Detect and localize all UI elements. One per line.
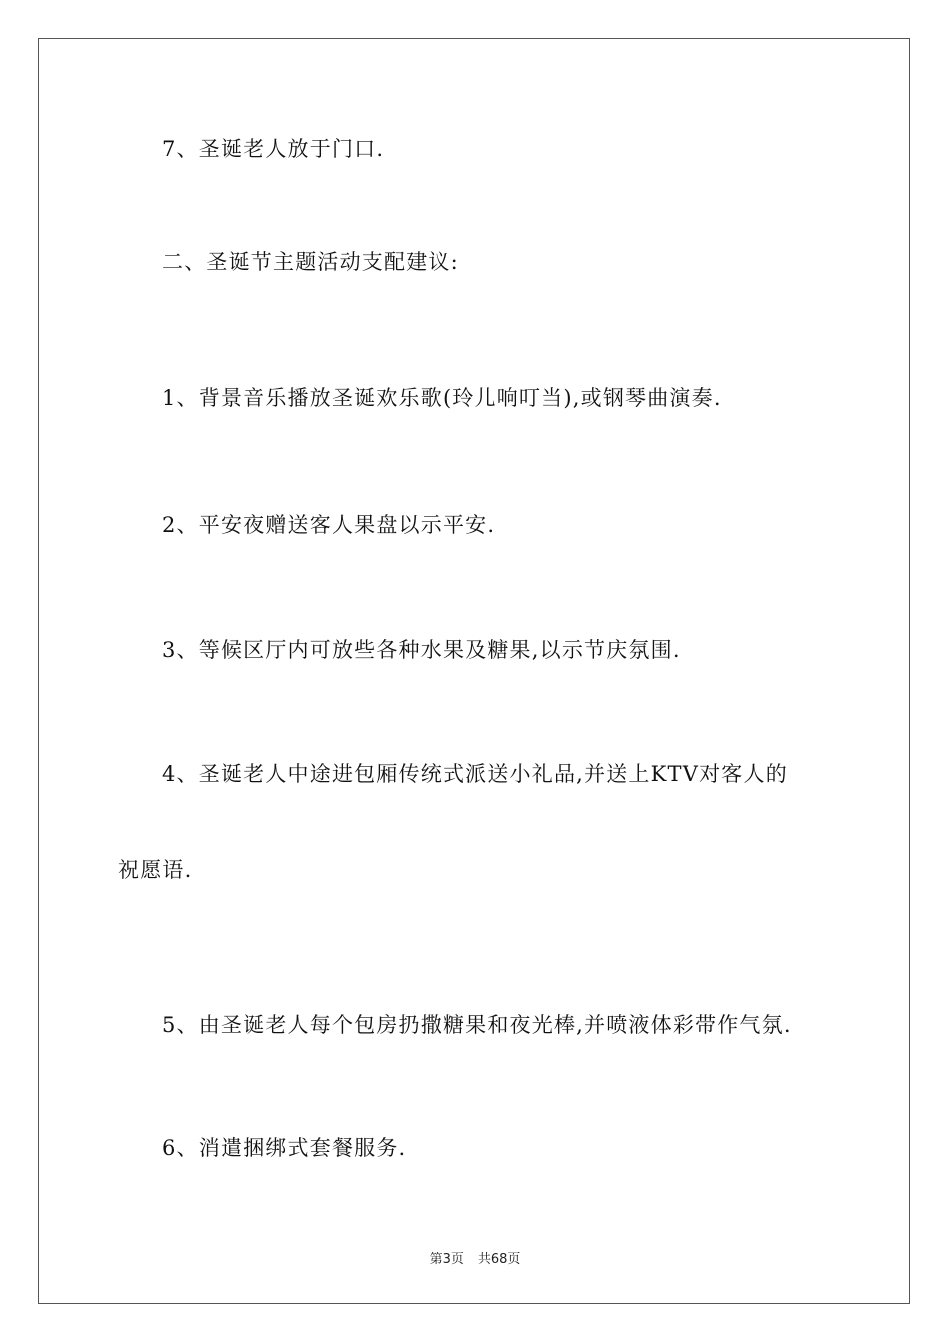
- paragraph-item-4: 4、圣诞老人中途进包厢传统式派送小礼品,并送上KTV对客人的: [162, 762, 788, 786]
- paragraph-item-3: 3、等候区厅内可放些各种水果及糖果,以示节庆氛围.: [162, 638, 681, 662]
- paragraph-item-5: 5、由圣诞老人每个包房扔撒糖果和夜光棒,并喷液体彩带作气氛.: [162, 1013, 792, 1037]
- total-pages: 共68页: [477, 1252, 521, 1267]
- paragraph-item-6: 6、消遣捆绑式套餐服务.: [162, 1136, 407, 1160]
- paragraph-item-2: 2、平安夜赠送客人果盘以示平安.: [162, 513, 496, 537]
- paragraph-item-1: 1、背景音乐播放圣诞欢乐歌(玲儿响叮当),或钢琴曲演奏.: [162, 386, 722, 410]
- paragraph-item-4-continuation: 祝愿语.: [118, 858, 193, 882]
- page-footer: [0, 1248, 950, 1267]
- section-heading: 二、圣诞节主题活动支配建议:: [162, 250, 459, 274]
- paragraph-item-7: 7、圣诞老人放于门口.: [162, 137, 385, 161]
- page-number: 第3页: [429, 1252, 464, 1267]
- page-frame: [38, 38, 910, 1304]
